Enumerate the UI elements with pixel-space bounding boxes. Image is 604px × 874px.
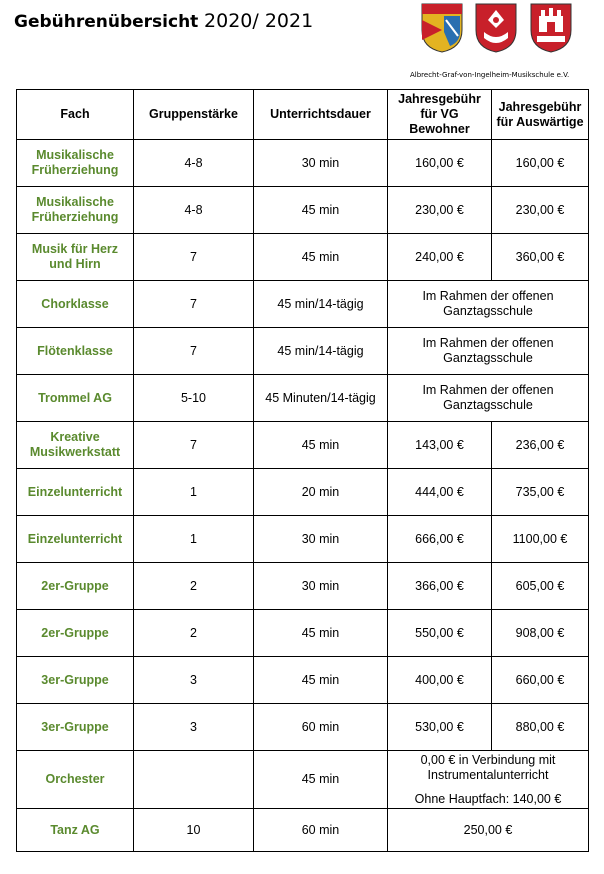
cell-fach: Chorklasse xyxy=(17,281,134,328)
header-gruppenstaerke: Gruppenstärke xyxy=(134,90,254,140)
title-bold: Gebührenübersicht xyxy=(14,12,199,32)
cell-fach: Einzelunterricht xyxy=(17,469,134,516)
table-row xyxy=(17,751,589,809)
cell-vg: 550,00 € xyxy=(388,610,492,657)
cell-vg: 400,00 € xyxy=(388,657,492,704)
crest-left-icon xyxy=(420,2,464,54)
cell-dauer: 60 min xyxy=(254,809,388,852)
cell-dauer: 60 min xyxy=(254,704,388,751)
cell-ausw: 1100,00 € xyxy=(492,516,589,563)
school-name: Albrecht-Graf-von-Ingelheim-Musikschule e.V. xyxy=(410,71,570,79)
cell-ausw: 605,00 € xyxy=(492,563,589,610)
cell-gruppe: 7 xyxy=(134,281,254,328)
cell-gruppe: 7 xyxy=(134,422,254,469)
cell-dauer: 45 min xyxy=(254,234,388,281)
table-row xyxy=(17,469,589,516)
crest-group xyxy=(418,2,578,60)
cell-fee-merged xyxy=(388,751,589,809)
cell-vg: 230,00 € xyxy=(388,187,492,234)
cell-gruppe xyxy=(134,751,254,809)
page-title xyxy=(14,10,313,32)
cell-fach: Kreative Musikwerkstatt xyxy=(17,422,134,469)
cell-vg: 366,00 € xyxy=(388,563,492,610)
cell-dauer: 20 min xyxy=(254,469,388,516)
cell-fach: Einzelunterricht xyxy=(17,516,134,563)
cell-gruppe: 4-8 xyxy=(134,140,254,187)
cell-dauer: 30 min xyxy=(254,563,388,610)
cell-ausw: 360,00 € xyxy=(492,234,589,281)
cell-fach: Musikalische Früherziehung xyxy=(17,140,134,187)
cell-dauer: 45 min/14-tägig xyxy=(254,328,388,375)
cell-dauer: 30 min xyxy=(254,516,388,563)
cell-gruppe: 5-10 xyxy=(134,375,254,422)
cell-ausw: 735,00 € xyxy=(492,469,589,516)
table-row xyxy=(17,610,589,657)
table-row xyxy=(17,657,589,704)
cell-fee-merged: Im Rahmen der offenen Ganztagsschule xyxy=(388,281,589,328)
table-row xyxy=(17,234,589,281)
table-row xyxy=(17,140,589,187)
cell-vg: 530,00 € xyxy=(388,704,492,751)
cell-dauer: 45 min xyxy=(254,657,388,704)
cell-fach: 2er-Gruppe xyxy=(17,563,134,610)
table-row xyxy=(17,704,589,751)
cell-dauer: 30 min xyxy=(254,140,388,187)
orchester-fee-line2: Ohne Hauptfach: 140,00 € xyxy=(414,791,562,806)
cell-fach: Musik für Herz und Hirn xyxy=(17,234,134,281)
cell-fach: Musikalische Früherziehung xyxy=(17,187,134,234)
cell-ausw: 160,00 € xyxy=(492,140,589,187)
crest-middle-icon xyxy=(474,2,518,54)
table-row xyxy=(17,375,589,422)
header-fach: Fach xyxy=(17,90,134,140)
orchester-fee-line1: 0,00 € in Verbindung mit Instrumentalunterricht xyxy=(420,752,556,782)
cell-dauer: 45 min xyxy=(254,610,388,657)
cell-fee-merged: Im Rahmen der offenen Ganztagsschule xyxy=(388,375,589,422)
table-row xyxy=(17,516,589,563)
cell-gruppe: 2 xyxy=(134,610,254,657)
table-row xyxy=(17,809,589,852)
cell-dauer: 45 min xyxy=(254,187,388,234)
cell-gruppe: 10 xyxy=(134,809,254,852)
cell-ausw: 908,00 € xyxy=(492,610,589,657)
table-row xyxy=(17,281,589,328)
cell-vg: 240,00 € xyxy=(388,234,492,281)
cell-fee-merged: 250,00 € xyxy=(388,809,589,852)
fee-table xyxy=(16,89,589,852)
cell-dauer: 45 min xyxy=(254,751,388,809)
table-header-row xyxy=(17,90,589,140)
cell-fach: Orchester xyxy=(17,751,134,809)
title-year: 2020/ 2021 xyxy=(204,10,314,32)
crest-right-icon xyxy=(529,2,573,54)
cell-dauer: 45 Minuten/14-tägig xyxy=(254,375,388,422)
header-jahresgebuehr-auswaertige: Jahresgebühr für Auswärtige xyxy=(492,90,589,140)
cell-fach: 3er-Gruppe xyxy=(17,704,134,751)
cell-fach: 3er-Gruppe xyxy=(17,657,134,704)
cell-ausw: 660,00 € xyxy=(492,657,589,704)
table-row xyxy=(17,422,589,469)
table-row xyxy=(17,187,589,234)
cell-gruppe: 1 xyxy=(134,516,254,563)
cell-gruppe: 2 xyxy=(134,563,254,610)
cell-dauer: 45 min/14-tägig xyxy=(254,281,388,328)
cell-gruppe: 3 xyxy=(134,704,254,751)
cell-ausw: 236,00 € xyxy=(492,422,589,469)
cell-vg: 160,00 € xyxy=(388,140,492,187)
cell-gruppe: 7 xyxy=(134,328,254,375)
cell-fach: Tanz AG xyxy=(17,809,134,852)
cell-gruppe: 7 xyxy=(134,234,254,281)
header-unterrichtsdauer: Unterrichtsdauer xyxy=(254,90,388,140)
cell-gruppe: 4-8 xyxy=(134,187,254,234)
cell-fee-merged: Im Rahmen der offenen Ganztagsschule xyxy=(388,328,589,375)
table-row xyxy=(17,563,589,610)
cell-vg: 666,00 € xyxy=(388,516,492,563)
table-row xyxy=(17,328,589,375)
cell-gruppe: 1 xyxy=(134,469,254,516)
cell-fach: 2er-Gruppe xyxy=(17,610,134,657)
header-jahresgebuehr-vg: Jahresgebühr für VG Bewohner xyxy=(388,90,492,140)
cell-fach: Flötenklasse xyxy=(17,328,134,375)
cell-fach: Trommel AG xyxy=(17,375,134,422)
cell-dauer: 45 min xyxy=(254,422,388,469)
cell-ausw: 880,00 € xyxy=(492,704,589,751)
cell-ausw: 230,00 € xyxy=(492,187,589,234)
cell-vg: 444,00 € xyxy=(388,469,492,516)
cell-vg: 143,00 € xyxy=(388,422,492,469)
cell-gruppe: 3 xyxy=(134,657,254,704)
